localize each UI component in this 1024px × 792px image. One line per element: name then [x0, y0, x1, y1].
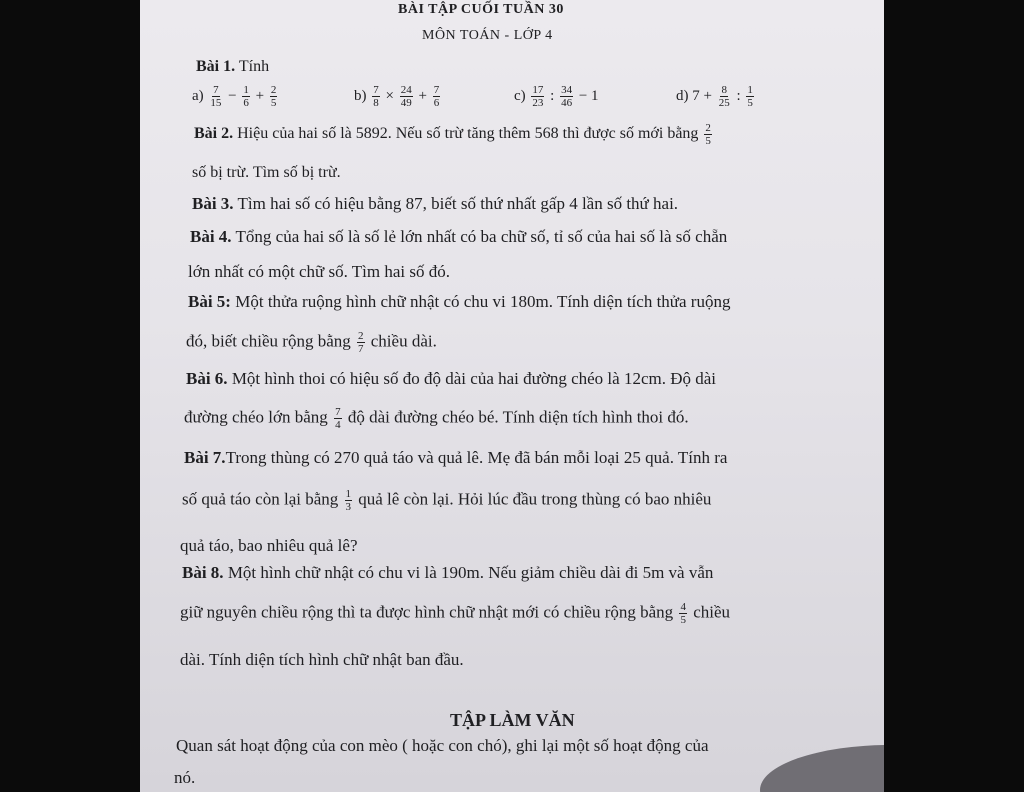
shadow-area: [760, 745, 884, 792]
bai4-line2: lớn nhất có một chữ số. Tìm hai số đó.: [188, 262, 451, 281]
bai1-c: c) $\frac{17}{23}$ : $\frac{34}{46}$ − 1: [514, 84, 599, 109]
bai1-heading: Bài 1. Tính: [196, 58, 270, 75]
tlv-line1: Quan sát hoạt động của con mèo ( hoặc con chó), ghi lại một số hoạt động của: [176, 736, 709, 755]
bai8-line1: Bài 8. Một hình chữ nhật có chu vi là 190m. Nếu giảm chiều dài đi 5m và vẫn: [182, 563, 714, 582]
bai5-line2: đó, biết chiều rộng bằng $\frac{2}{7}$ chiều dài.: [186, 330, 437, 355]
tlv-line2: nó.: [174, 768, 196, 787]
bai3-line1: Bài 3. Tìm hai số có hiệu bằng 87, biết số thứ nhất gấp 4 lần số thứ hai.: [192, 194, 679, 213]
subject-grade: MÔN TOÁN - LỚP 4: [422, 28, 553, 43]
bai7-line2: số quả táo còn lại bằng $\frac{1}{3}$ quả lê còn lại. Hỏi lúc đầu trong thùng có bao nhiêu: [182, 488, 712, 513]
bai8-line2: giữ nguyên chiều rộng thì ta được hình chữ nhật mới có chiều rộng bằng $\frac{4}{5}$ chiều: [180, 601, 731, 626]
bai7-line3: quả táo, bao nhiêu quả lê?: [180, 536, 358, 555]
worksheet-title: BÀI TẬP CUỐI TUẦN 30: [398, 2, 564, 17]
bai6-line1: Bài 6. Một hình thoi có hiệu số đo độ dài của hai đường chéo là 12cm. Độ dài: [186, 369, 717, 388]
bai1-a: a) $\frac{7}{15}$ − $\frac{1}{6}$ + $\frac{2}{5}$: [192, 84, 277, 109]
bai1-d: d) 7 + $\frac{8}{25}$ : $\frac{1}{5}$: [676, 84, 753, 109]
tlv-title: TẬP LÀM VĂN: [450, 710, 575, 730]
bai6-line2: đường chéo lớn bằng $\frac{7}{4}$ độ dài đường chéo bé. Tính diện tích hình thoi đó.: [184, 406, 689, 431]
bai1-b: b) $\frac{7}{8}$ × $\frac{24}{49}$ + $\frac{7}{6}$: [354, 84, 440, 109]
bai7-line1: Bài 7.Trong thùng có 270 quả táo và quả lê. Mẹ đã bán mỗi loại 25 quả. Tính ra: [184, 448, 728, 467]
bai5-line1: Bài 5: Một thửa ruộng hình chữ nhật có chu vi 180m. Tính diện tích thửa ruộng: [188, 292, 731, 311]
bai2-line2: số bị trừ. Tìm số bị trừ.: [192, 164, 341, 181]
bai4-line1: Bài 4. Tổng của hai số là số lẻ lớn nhất có ba chữ số, tỉ số của hai số là số chẵn: [190, 227, 728, 246]
bai2-line1: Bài 2. Hiệu của hai số là 5892. Nếu số trừ tăng thêm 568 thì được số mới bằng $\frac{2}{5}$: [194, 122, 711, 147]
worksheet-page: [140, 0, 884, 792]
bai8-line3: dài. Tính diện tích hình chữ nhật ban đầu.: [180, 650, 464, 669]
